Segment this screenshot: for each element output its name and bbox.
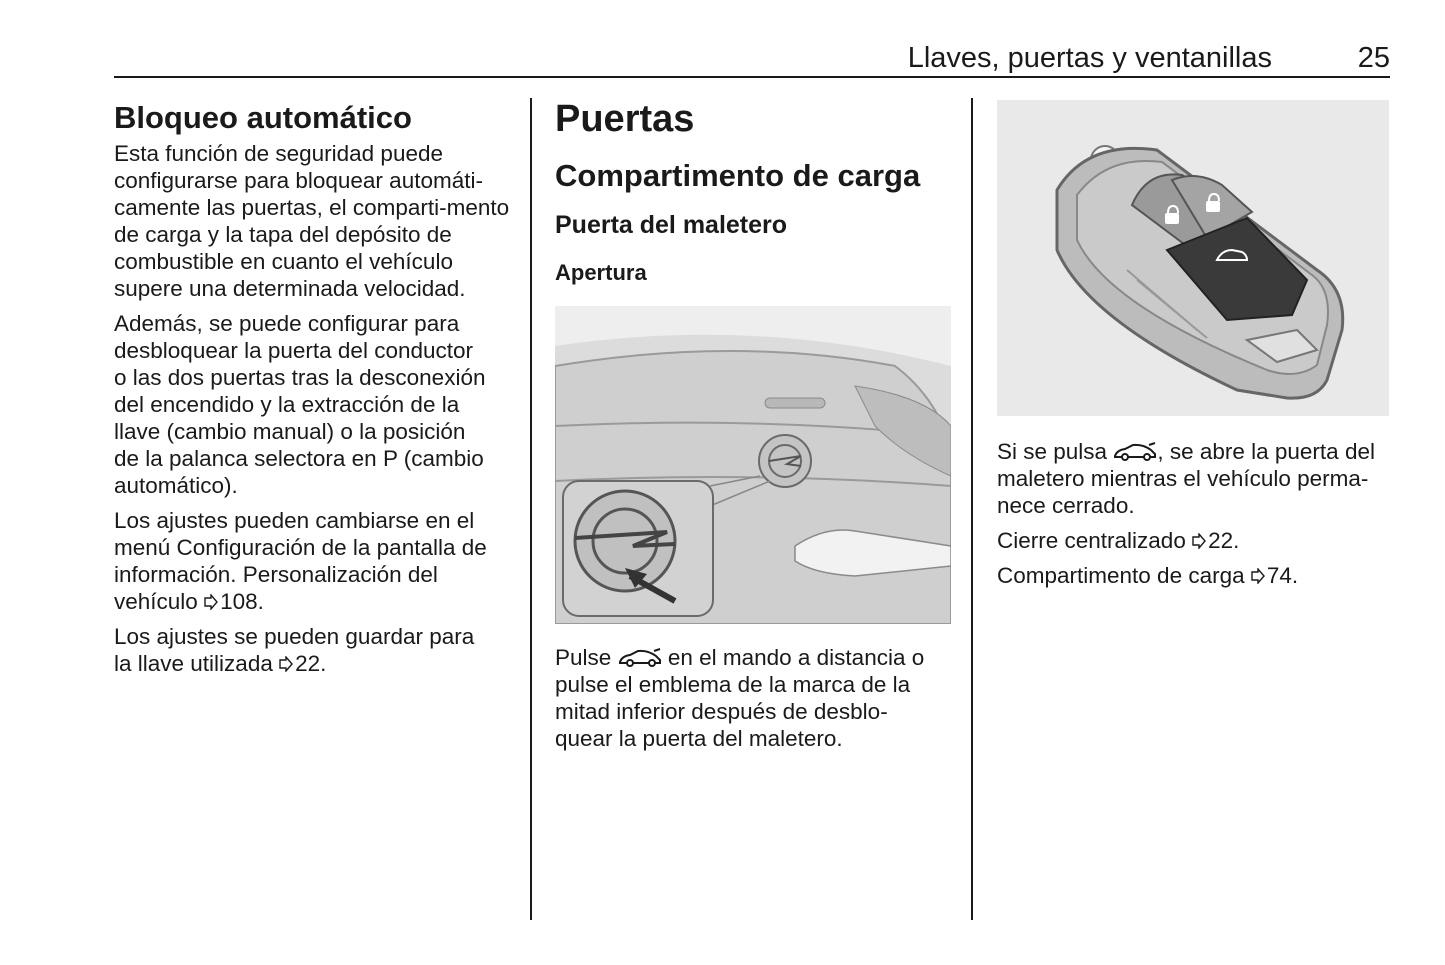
middle-column <box>555 100 955 286</box>
cross-reference-arrow-icon <box>279 656 293 672</box>
text-line: Además, se puede configurar para <box>114 311 460 336</box>
caption-text <box>555 644 955 752</box>
text-line: maletero mientras el vehículo perma- <box>997 466 1369 491</box>
column-divider-right <box>971 98 973 920</box>
tailgate-button-icon <box>1113 442 1157 462</box>
selector-position-p: P <box>382 446 398 471</box>
key-fob-drawing <box>997 100 1389 416</box>
left-column <box>114 100 514 685</box>
paragraph-save-settings <box>114 623 514 677</box>
text-line: en el mando a distancia o <box>661 645 925 670</box>
reference-page[interactable]: 74. <box>1266 563 1299 588</box>
text-line: pulse el emblema de la marca de la <box>555 672 911 697</box>
page-header <box>114 40 1390 78</box>
reference-page[interactable]: 22. <box>1208 528 1240 553</box>
reference-central-locking <box>997 527 1392 554</box>
cross-reference-arrow-icon <box>1192 533 1206 549</box>
text-line: llave (cambio manual) o la posición <box>114 419 466 444</box>
text-line: la llave utilizada <box>114 651 273 676</box>
chapter-heading: Puertas <box>555 98 695 140</box>
text-line: Cierre centralizado <box>997 528 1186 553</box>
paragraph-tailgate-remote <box>997 438 1392 519</box>
text-line: Los ajustes pueden cambiarse en el <box>114 508 475 533</box>
text-line: desbloquear la puerta del conductor <box>114 338 474 363</box>
text-line: nece cerrado. <box>997 493 1135 518</box>
cross-reference-arrow-icon <box>204 594 218 610</box>
text-line: quear la puerta del maletero. <box>555 726 843 751</box>
subsubsection-heading: Apertura <box>555 260 647 285</box>
tailgate-drawing <box>555 306 951 624</box>
text-line: o las dos puertas tras la desconexión <box>114 365 486 390</box>
text-line: mitad inferior después de desblo- <box>555 699 888 724</box>
tailgate-caption <box>555 644 955 760</box>
text-line: de la palanca selectora en <box>114 446 383 471</box>
reference-page[interactable]: 22. <box>295 651 327 676</box>
text-line: automático). <box>114 473 238 498</box>
reference-page[interactable]: 108. <box>220 589 264 614</box>
paragraph-auto-lock: Esta función de seguridad puede configurarse para bloquear automáti-camente las puertas, el comparti-mento de carga y la tapa del depósito de combustible en cuanto el vehículo supere una determinada velocidad. <box>114 141 510 301</box>
text-line: del encendido y la extracción de la <box>114 392 460 417</box>
paragraph-settings <box>114 507 514 615</box>
section-heading: Bloqueo automático <box>114 100 412 135</box>
text-line: Compartimento de carga <box>997 563 1245 588</box>
text-line: menú Configuración de la pantalla de <box>114 535 487 560</box>
text-line: Pulse <box>555 645 612 670</box>
section-heading: Compartimento de carga <box>555 158 921 193</box>
paragraph-unlock-config <box>114 310 514 499</box>
reference-cargo-compartment <box>997 562 1392 589</box>
text-line: Los ajustes se pueden guardar para <box>114 624 475 649</box>
tailgate-emblem-illustration <box>555 306 951 624</box>
header-title: Llaves, puertas y ventanillas <box>907 42 1272 74</box>
right-text <box>997 438 1392 597</box>
text-line: (cambio <box>397 446 484 471</box>
page-number: 25 <box>1357 42 1390 74</box>
tailgate-button-icon <box>618 648 662 668</box>
text-line: Si se pulsa <box>997 439 1108 464</box>
key-fob-illustration <box>997 100 1389 416</box>
column-divider-left <box>530 98 532 920</box>
text-line: vehículo <box>114 589 198 614</box>
cross-reference-arrow-icon <box>1251 568 1265 584</box>
text-line: información. Personalización del <box>114 562 438 587</box>
text-line: , se abre la puerta del <box>1157 439 1375 464</box>
subsection-heading: Puerta del maletero <box>555 211 788 239</box>
